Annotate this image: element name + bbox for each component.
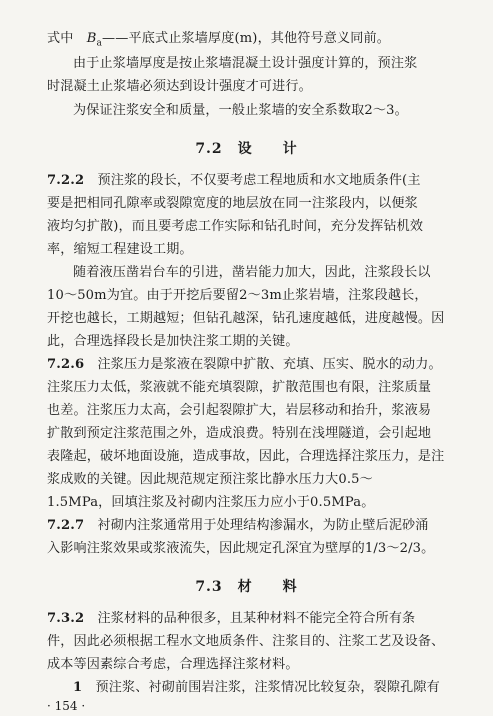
item-number: 1 <box>73 680 83 695</box>
text-line: 此，合理选择段长是加快注浆工期的关键。 <box>47 334 299 349</box>
clause-number: 7.2.6 <box>47 357 85 372</box>
clause-number: 7.2.7 <box>47 518 85 533</box>
text-line: 浆成败的关键。因此规范规定预注浆比静水压力大0.5～ <box>47 472 373 487</box>
clause-number: 7.2.2 <box>47 173 85 188</box>
section-heading-7-2: 7.2 设 计 <box>195 141 298 157</box>
section-heading-7-3: 7.3 材 料 <box>195 579 298 595</box>
text-line: 件，因此必须根据工程水文地质条件、注浆目的、注浆工艺及设备、 <box>47 634 445 649</box>
page-number: · 154 · <box>47 699 86 713</box>
text-line: 1.5MPa，回填注浆及衬砌内注浆压力应小于0.5MPa。 <box>47 495 375 510</box>
text-line: 为保证注浆安全和质量，一般止浆墙的安全系数取2～3。 <box>73 103 408 118</box>
formula-note-line: 式中 $B_a——$平底式止浆墙厚度(m)，其他符号意义同前。 <box>47 31 391 49</box>
text-line: 表隆起，破坏地面设施，造成事故，因此，合理选择注浆压力，是注 <box>47 449 445 464</box>
item-1-line: 1 预注浆、衬砌前围岩注浆，注浆情况比较复杂，裂隙孔隙有 <box>73 680 440 695</box>
text-line: 随着液压凿岩台车的引进，凿岩能力加大，因此，注浆段长以 <box>73 265 431 280</box>
text-line: 由于止浆墙厚度是按止浆墙混凝土设计强度计算的，预注浆 <box>73 56 418 71</box>
text-line: 扩散到预定注浆范围之外，造成浪费。特别在浅埋隧道，会引起地 <box>47 426 432 441</box>
text-line: 10～50m为宜。由于开挖后要留2～3m止浆岩墙，注浆段越长， <box>47 288 428 303</box>
text-line: 开挖也越长，工期越短；但钻孔越深，钻孔速度越低，进度越慢。因 <box>47 311 445 326</box>
clause-7-2-7-line: 7.2.7 衬砌内注浆通常用于处理结构渗漏水，为防止壁后泥砂涌 <box>47 518 429 533</box>
symbol-b: B <box>86 31 97 46</box>
symbol-subscript: a <box>96 38 103 49</box>
text-line: 注浆压力太低，浆液就不能充填裂隙，扩散范围也有限，注浆质量 <box>47 380 432 395</box>
clause-7-3-2-line: 7.3.2 注浆材料的品种很多，且某种材料不能完全符合所有条 <box>47 611 416 626</box>
text-line: 成本等因素综合考虑，合理选择注浆材料。 <box>47 657 299 672</box>
text-line: 液均匀扩散)，而且要考虑工作实际和钻孔时间，充分发挥钻机效 <box>47 219 424 234</box>
clause-7-2-6-line: 7.2.6 注浆压力是浆液在裂隙中扩散、充填、压实、脱水的动力。 <box>47 357 442 372</box>
text-line: 要是把相同孔隙率或裂隙宽度的地层放在同一注浆段内，以便浆 <box>47 196 418 211</box>
text-line: 率，缩短工程建设工期。 <box>47 242 193 257</box>
text-line: 也差。注浆压力太高，会引起裂隙扩大，岩层移动和抬升，浆液易 <box>47 403 432 418</box>
clause-number: 7.3.2 <box>47 611 85 626</box>
text-line: 时混凝土止浆墙必须达到设计强度才可进行。 <box>47 79 312 94</box>
clause-7-2-2-line: 7.2.2 预注浆的段长，不仅要考虑工程地质和水文地质条件(主 <box>47 173 421 188</box>
text-line: 入影响注浆效果或浆液流失，因此规定孔深宜为壁厚的1/3～2/3。 <box>47 541 435 556</box>
